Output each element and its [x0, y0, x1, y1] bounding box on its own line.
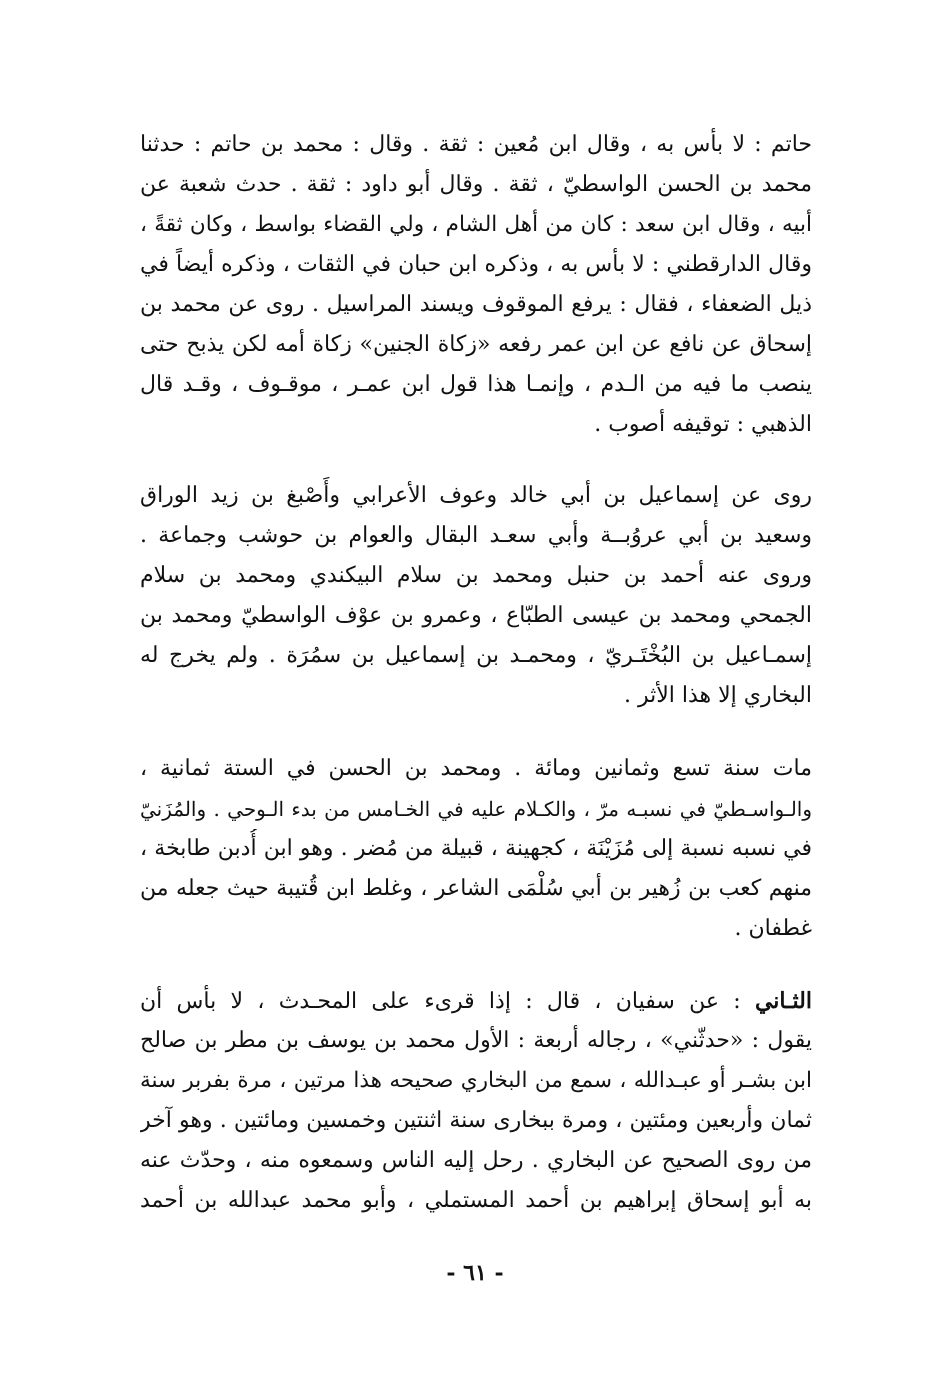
text-line: وسعيد بن أبي عروُبــة وأبي سعـد البقال والعوام بن حوشب وجماعة . — [140, 523, 812, 548]
page-number: - ٦١ - — [446, 1260, 504, 1286]
text-line: يقول : «حدثّني» ، رجاله أربعة : الأول محمد بن يوسف بن مطر بن صالح — [140, 1028, 812, 1053]
paragraph-gap — [140, 716, 812, 749]
text-line: حاتم : لا بأس به ، وقال ابن مُعين : ثقة . وقال : محمد بن حاتم : حدثنا — [140, 132, 812, 157]
text-line: منهم كعب بن زُهير بن أبي سُلْمَى الشاعر ، وغلط ابن قُتيبة حيث جعله من — [140, 876, 812, 901]
text-line: الذهبي : توقيفه أصوب . — [594, 412, 812, 437]
text-line: والـواسـطيّ في نسبـه مرّ ، والكـلام عليه في الخـامس من بدء الـوحي . والمُزَنيّ — [140, 797, 812, 821]
text-line: روى عن إسماعيل بن أبي خالد وعوف الأعرابي وأَصْبغ بن زيد الوراق — [140, 483, 812, 508]
text-line: ذيل الضعفاء ، فقال : يرفع الموقوف ويسند المراسيل . روى عن محمد بن — [140, 292, 812, 317]
paragraph-gap — [140, 445, 812, 476]
text-line: البخاري إلا هذا الأثر . — [623, 683, 812, 708]
text-line: في نسبه نسبة إلى مُزَيْنَة ، كجهينة ، قبيلة من مُضر . وهو ابن أُدبن طابخة ، — [140, 836, 812, 861]
paragraph-lead-word: الثـاني — [754, 988, 812, 1014]
paragraph-1 — [140, 125, 812, 445]
text-line-rest: : عن سفيان ، قال : إذا قرىء على المحـدث ، لا بأس أن — [140, 989, 741, 1014]
text-line: غطفان . — [734, 916, 812, 941]
text-line: أبيه ، وقال ابن سعد : كان من أهل الشام ، ولي القضاء بواسط ، وكان ثقةً ، — [140, 212, 812, 237]
text-line: إسحاق عن نافع عن ابن عمر رفعه «زكاة الجنين» زكاة أمه لكن يذبح حتى — [140, 332, 812, 357]
text-line: وقال الدارقطني : لا بأس به ، وذكره ابن حبان في الثقات ، وذكره أيضاً في — [140, 252, 812, 277]
text-line: مات سنة تسع وثمانين ومائة . ومحمد بن الحسن في الستة ثمانية ، — [140, 756, 812, 781]
text-line: ابن بشـر أو عبـدالله ، سمع من البخاري صحيحه هذا مرتين ، مرة بفربر سنة — [140, 1068, 812, 1093]
text-line: ثمان وأربعين ومئتين ، ومرة ببخارى سنة اثنتين وخمسين ومائتين . وهو آخر — [140, 1108, 812, 1133]
text-line: محمد بن الحسن الواسطيّ ، ثقة . وقال أبو داود : ثقة . حدث شعبة عن — [140, 172, 812, 197]
text-line — [140, 981, 812, 1021]
paragraph-4 — [140, 981, 812, 1221]
text-line: وروى عنه أحمد بن حنبل ومحمد بن سلام البيكندي ومحمد بن سلام — [140, 563, 812, 588]
paragraph-3 — [140, 749, 812, 949]
text-line: به أبو إسحاق إبراهيم بن أحمد المستملي ، وأبو محمد عبدالله بن أحمد — [140, 1188, 812, 1213]
text-line: ينصب ما فيه من الـدم ، وإنمـا هذا قول ابن عمـر ، موقـوف ، وقـد قال — [140, 372, 812, 397]
page-body — [140, 125, 812, 1221]
paragraph-2 — [140, 476, 812, 716]
text-line: الجمحي ومحمد بن عيسى الطبّاع ، وعمرو بن عوْف الواسطيّ ومحمد بن — [140, 603, 812, 628]
text-line: من روى الصحيح عن البخاري . رحل إليه الناس وسمعوه منه ، وحدّث عنه — [140, 1148, 812, 1173]
paragraph-gap — [140, 949, 812, 981]
text-line: إسمـاعيل بن البُخْتَـريّ ، ومحمـد بن إسماعيل بن سمُرَة . ولم يخرج له — [140, 643, 812, 668]
